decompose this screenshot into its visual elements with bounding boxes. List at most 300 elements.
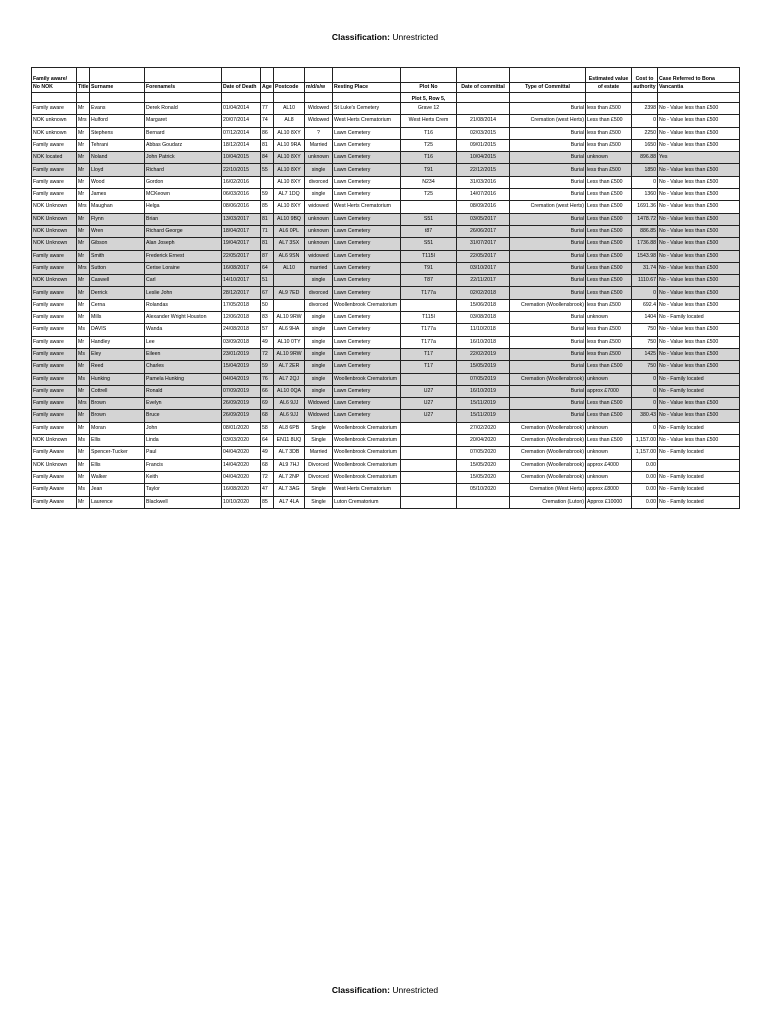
committal-date-cell: 02/02/2018	[457, 287, 510, 299]
committal-type-cell: Burial	[510, 336, 586, 348]
resting-place-cell: Lawn Cemetery	[333, 336, 401, 348]
estate-cell: Less than £500	[586, 275, 632, 287]
table-row	[32, 471, 740, 483]
date-of-death-cell: 13/03/2017	[222, 213, 261, 225]
title-cell: Mrs	[77, 262, 90, 274]
postcode-cell: AL10 0QA	[274, 385, 305, 397]
postcode-cell: AL10	[274, 262, 305, 274]
age-cell: 59	[261, 361, 274, 373]
postcode-cell: AL10 8XY	[274, 201, 305, 213]
surname-cell: James	[90, 189, 145, 201]
forename-cell: Rolandas	[145, 299, 222, 311]
surname-cell: Brown	[90, 410, 145, 422]
col-postcode: Postcode	[274, 83, 305, 93]
surname-cell: Tehrani	[90, 139, 145, 151]
family-cell: Family aware	[32, 336, 77, 348]
resting-place-cell: Lawn Cemetery	[333, 385, 401, 397]
marital-cell: Single	[305, 422, 333, 434]
committal-date-cell: 31/07/2017	[457, 238, 510, 250]
plot-cell: T25	[401, 189, 457, 201]
forename-cell: Ronald	[145, 385, 222, 397]
plot-cell: West Herts Crem	[401, 115, 457, 127]
age-cell: 71	[261, 225, 274, 237]
cost-cell: 2250	[632, 127, 658, 139]
family-cell: Family aware	[32, 250, 77, 262]
postcode-cell: AL6 9JJ	[274, 410, 305, 422]
classification-footer	[0, 985, 770, 995]
title-cell: Mr	[77, 361, 90, 373]
table-row	[32, 262, 740, 274]
family-cell: Family aware	[32, 299, 77, 311]
date-of-death-cell: 18/04/2017	[222, 225, 261, 237]
marital-cell: Single	[305, 496, 333, 508]
estate-cell: Less than £500	[586, 262, 632, 274]
marital-cell: Married	[305, 447, 333, 459]
committal-date-cell: 22/02/2019	[457, 348, 510, 360]
plot-cell: T177a	[401, 324, 457, 336]
cost-cell: 886.85	[632, 225, 658, 237]
committal-type-cell: Cremation (Woollensbrook)	[510, 373, 586, 385]
surname-cell: Lloyd	[90, 164, 145, 176]
referred-cell: No - Family located	[658, 422, 740, 434]
postcode-cell: AL10 9RW	[274, 312, 305, 324]
cost-cell: 0	[632, 176, 658, 188]
resting-place-cell: Lawn Cemetery	[333, 275, 401, 287]
age-cell: 72	[261, 471, 274, 483]
committal-type-cell: Burial	[510, 398, 586, 410]
plot-cell: T17	[401, 361, 457, 373]
col-referred-2: Vancantia	[658, 83, 740, 93]
surname-cell: Smith	[90, 250, 145, 262]
surname-cell: Spencer-Tucker	[90, 447, 145, 459]
plot-cell: T115I	[401, 250, 457, 262]
table-row	[32, 422, 740, 434]
col-resting: Resting Place	[333, 83, 401, 93]
forename-cell: Alexander Wright Houston	[145, 312, 222, 324]
date-of-death-cell: 22/05/2017	[222, 250, 261, 262]
table-row	[32, 385, 740, 397]
postcode-cell: AL7 2QJ	[274, 373, 305, 385]
resting-place-cell: Lawn Cemetery	[333, 238, 401, 250]
surname-cell: Moran	[90, 422, 145, 434]
committal-date-cell	[457, 103, 510, 115]
surname-cell: Cottrell	[90, 385, 145, 397]
postcode-cell: AL8 6PB	[274, 422, 305, 434]
forename-cell: MCKeown	[145, 189, 222, 201]
resting-place-cell: Lawn Cemetery	[333, 361, 401, 373]
title-cell: Mr	[77, 410, 90, 422]
title-cell: Mr	[77, 312, 90, 324]
marital-cell: Single	[305, 435, 333, 447]
forename-cell: Helga	[145, 201, 222, 213]
resting-place-cell: Woollenbrook Crematorium	[333, 373, 401, 385]
age-cell: 72	[261, 348, 274, 360]
committal-type-cell: Cremation (Woollensbrook)	[510, 447, 586, 459]
date-of-death-cell: 10/10/2020	[222, 496, 261, 508]
age-cell: 67	[261, 287, 274, 299]
table-row	[32, 176, 740, 188]
marital-cell: divorced	[305, 299, 333, 311]
estate-cell: less than £500	[586, 127, 632, 139]
family-cell: NOK unknown	[32, 115, 77, 127]
surname-cell: Caswell	[90, 275, 145, 287]
plot-overflow-note: Plot 5, Row 5,	[401, 93, 457, 103]
forename-cell: Taylor	[145, 484, 222, 496]
forename-cell: Richard George	[145, 225, 222, 237]
cost-cell: 1110.67	[632, 275, 658, 287]
resting-place-cell: Lawn Cemetery	[333, 410, 401, 422]
cost-cell: 0	[632, 398, 658, 410]
surname-cell: Flynn	[90, 213, 145, 225]
plot-cell: U27	[401, 410, 457, 422]
date-of-death-cell: 12/06/2018	[222, 312, 261, 324]
committal-type-cell: Burial	[510, 361, 586, 373]
committal-date-cell: 22/05/2017	[457, 250, 510, 262]
forename-cell: Keith	[145, 471, 222, 483]
title-cell: Mr	[77, 225, 90, 237]
marital-cell: single	[305, 275, 333, 287]
classification-label: Classification:	[331, 32, 390, 42]
postcode-cell: AL7 2ER	[274, 361, 305, 373]
committal-type-cell: Cremation (west Herts)	[510, 115, 586, 127]
family-cell: Family aware	[32, 262, 77, 274]
table-row	[32, 496, 740, 508]
plot-cell: T177a	[401, 336, 457, 348]
family-cell: Family aware	[32, 361, 77, 373]
title-cell: Mr	[77, 422, 90, 434]
marital-cell: divorced	[305, 176, 333, 188]
header-row	[32, 68, 740, 83]
committal-type-cell: Burial	[510, 348, 586, 360]
forename-cell: Linda	[145, 435, 222, 447]
table-row	[32, 152, 740, 164]
title-cell: Mrs	[77, 398, 90, 410]
age-cell: 85	[261, 201, 274, 213]
family-cell: Family aware	[32, 324, 77, 336]
cost-cell: 896.88	[632, 152, 658, 164]
plot-cell	[401, 471, 457, 483]
surname-cell: Jean	[90, 484, 145, 496]
estate-cell: approx £4000	[586, 459, 632, 471]
age-cell: 74	[261, 115, 274, 127]
estate-cell: Less than £500	[586, 213, 632, 225]
date-of-death-cell: 15/04/2019	[222, 361, 261, 373]
classification-value: Unrestricted	[392, 32, 439, 42]
postcode-cell: AL7 3AG	[274, 484, 305, 496]
surname-cell: Maughan	[90, 201, 145, 213]
surname-cell: Evans	[90, 103, 145, 115]
referred-cell: No - Value less than £500	[658, 250, 740, 262]
resting-place-cell: West Herts Crematorium	[333, 484, 401, 496]
committal-type-cell: Cremation (west Herts)	[510, 201, 586, 213]
postcode-cell: AL7 2NP	[274, 471, 305, 483]
date-of-death-cell: 04/04/2020	[222, 471, 261, 483]
forename-cell: Alan Joseph	[145, 238, 222, 250]
table-body	[32, 103, 740, 509]
estate-cell: less than £500	[586, 324, 632, 336]
cost-cell: 1691.36	[632, 201, 658, 213]
surname-cell: Mills	[90, 312, 145, 324]
plot-cell: t87	[401, 225, 457, 237]
date-of-death-cell: 14/04/2020	[222, 459, 261, 471]
committal-date-cell: 08/09/2016	[457, 201, 510, 213]
postcode-cell	[274, 275, 305, 287]
resting-place-cell: Lawn Cemetery	[333, 176, 401, 188]
header-row-3	[32, 93, 740, 103]
committal-date-cell: 10/04/2015	[457, 152, 510, 164]
committal-date-cell: 03/05/2017	[457, 213, 510, 225]
family-cell: Family aware	[32, 176, 77, 188]
col-cost: Cost to	[632, 68, 658, 83]
resting-place-cell: Lawn Cemetery	[333, 189, 401, 201]
referred-cell: No - Value less than £500	[658, 127, 740, 139]
estate-cell: Less than £500	[586, 225, 632, 237]
referred-cell: No - Family located	[658, 484, 740, 496]
date-of-death-cell: 16/08/2017	[222, 262, 261, 274]
marital-cell: Married	[305, 139, 333, 151]
col-title: Title	[77, 83, 90, 93]
cost-cell: 1736.88	[632, 238, 658, 250]
committal-type-cell: Cremation (Woollensbrook)	[510, 471, 586, 483]
plot-cell	[401, 201, 457, 213]
marital-cell: single	[305, 189, 333, 201]
postcode-cell: AL8	[274, 115, 305, 127]
col-cost-2: authority	[632, 83, 658, 93]
table-row	[32, 250, 740, 262]
date-of-death-cell: 01/04/2014	[222, 103, 261, 115]
resting-place-cell: Lawn Cemetery	[333, 348, 401, 360]
postcode-cell: AL10	[274, 103, 305, 115]
committal-date-cell	[457, 496, 510, 508]
postcode-cell: AL10 8XY	[274, 127, 305, 139]
estate-cell: approx £7000	[586, 385, 632, 397]
family-cell: Family aware	[32, 398, 77, 410]
marital-cell: married	[305, 262, 333, 274]
forename-cell: Francis	[145, 459, 222, 471]
col-committal-date: Date of committal	[457, 83, 510, 93]
referred-cell: No - Family located	[658, 447, 740, 459]
table-row	[32, 115, 740, 127]
forename-cell: Carl	[145, 275, 222, 287]
surname-cell: Cerna	[90, 299, 145, 311]
forename-cell: Blackwell	[145, 496, 222, 508]
age-cell	[261, 176, 274, 188]
referred-cell: No - Value less than £500	[658, 238, 740, 250]
estate-cell: less than £500	[586, 299, 632, 311]
age-cell: 81	[261, 238, 274, 250]
title-cell: Mr	[77, 127, 90, 139]
postcode-cell: AL6 9SN	[274, 250, 305, 262]
title-cell: Ms	[77, 324, 90, 336]
committal-type-cell: Burial	[510, 385, 586, 397]
col-age: Age	[261, 83, 274, 93]
family-cell: NOK Unknown	[32, 238, 77, 250]
table-row	[32, 275, 740, 287]
committal-type-cell: Cremation (Woollensbrook)	[510, 299, 586, 311]
estate-cell: Less than £500	[586, 115, 632, 127]
referred-cell: No - Value less than £500	[658, 176, 740, 188]
postcode-cell: AL7 3SX	[274, 238, 305, 250]
referred-cell: No - Value less than £500	[658, 213, 740, 225]
table-row	[32, 139, 740, 151]
age-cell: 49	[261, 447, 274, 459]
age-cell: 84	[261, 152, 274, 164]
date-of-death-cell: 10/04/2015	[222, 152, 261, 164]
cost-cell: 31.74	[632, 262, 658, 274]
forename-cell: Pamela Hunking	[145, 373, 222, 385]
plot-cell: T16	[401, 127, 457, 139]
estate-cell: less than £500	[586, 103, 632, 115]
marital-cell: single	[305, 312, 333, 324]
marital-cell: Widowed	[305, 115, 333, 127]
estate-cell: Less than £500	[586, 361, 632, 373]
resting-place-cell: Woollenbrook Crematorium	[333, 459, 401, 471]
forename-cell: Bruce	[145, 410, 222, 422]
marital-cell: Divorced	[305, 471, 333, 483]
title-cell: Mr	[77, 275, 90, 287]
committal-date-cell: 03/10/2017	[457, 262, 510, 274]
table-row	[32, 348, 740, 360]
cost-cell: 1,157.00	[632, 435, 658, 447]
family-cell: Family aware	[32, 164, 77, 176]
committal-type-cell: Burial	[510, 127, 586, 139]
referred-cell: No - Family located	[658, 373, 740, 385]
resting-place-cell: Lawn Cemetery	[333, 127, 401, 139]
date-of-death-cell: 16/02/2016	[222, 176, 261, 188]
classification-header	[0, 32, 770, 42]
title-cell: Mr	[77, 496, 90, 508]
referred-cell: No - Value less than £500	[658, 287, 740, 299]
cost-cell: 380.43	[632, 410, 658, 422]
surname-cell: Handley	[90, 336, 145, 348]
age-cell: 49	[261, 336, 274, 348]
title-cell: Mrs	[77, 115, 90, 127]
estate-cell: Less than £500	[586, 176, 632, 188]
forename-cell: Eileen	[145, 348, 222, 360]
family-cell: NOK Unknown	[32, 225, 77, 237]
table-row	[32, 361, 740, 373]
surname-cell: Derrick	[90, 287, 145, 299]
committal-date-cell: 07/05/2020	[457, 447, 510, 459]
surname-cell: Laurence	[90, 496, 145, 508]
col-family: Family aware/	[32, 68, 77, 83]
forename-cell: Gordon	[145, 176, 222, 188]
postcode-cell: AL10 8XY	[274, 152, 305, 164]
estate-cell: Less than £500	[586, 287, 632, 299]
committal-date-cell: 15/06/2018	[457, 299, 510, 311]
cost-cell: 2398	[632, 103, 658, 115]
table-row	[32, 103, 740, 115]
committal-date-cell: 16/10/2019	[457, 385, 510, 397]
postcode-cell: AL9 7HJ	[274, 459, 305, 471]
plot-cell: T91	[401, 262, 457, 274]
referred-cell: No - Value less than £500	[658, 262, 740, 274]
marital-cell: unknown	[305, 213, 333, 225]
age-cell: 57	[261, 324, 274, 336]
committal-date-cell: 05/10/2020	[457, 484, 510, 496]
public-health-funerals-table	[31, 67, 740, 509]
surname-cell: DAVIS	[90, 324, 145, 336]
family-cell: Family Aware	[32, 471, 77, 483]
surname-cell: Gibson	[90, 238, 145, 250]
forename-cell: Wanda	[145, 324, 222, 336]
resting-place-cell: West Herts Crematorium	[333, 115, 401, 127]
committal-type-cell: Cremation (Woollensbrook)	[510, 459, 586, 471]
title-cell: Mr	[77, 103, 90, 115]
col-dod: Date of Death	[222, 83, 261, 93]
family-cell: NOK unknown	[32, 127, 77, 139]
date-of-death-cell: 17/05/2018	[222, 299, 261, 311]
referred-cell: No - Value less than £500	[658, 115, 740, 127]
family-cell: Family aware	[32, 422, 77, 434]
forename-cell: John	[145, 422, 222, 434]
table-row	[32, 127, 740, 139]
plot-cell	[401, 422, 457, 434]
plot-cell: T16	[401, 152, 457, 164]
cost-cell: 0	[632, 373, 658, 385]
forename-cell: John Patrick	[145, 152, 222, 164]
plot-cell: Grave 12	[401, 103, 457, 115]
estate-cell: less than £500	[586, 139, 632, 151]
age-cell: 66	[261, 385, 274, 397]
title-cell: Mr	[77, 176, 90, 188]
committal-type-cell: Burial	[510, 250, 586, 262]
title-cell: Mr	[77, 471, 90, 483]
marital-cell: unknown	[305, 238, 333, 250]
age-cell: 83	[261, 312, 274, 324]
table-row	[32, 299, 740, 311]
plot-cell: N234	[401, 176, 457, 188]
committal-type-cell: Cremation (West Herts)	[510, 484, 586, 496]
referred-cell: No - Value less than £500	[658, 275, 740, 287]
forename-cell: Lee	[145, 336, 222, 348]
col-plot: Plot No	[401, 83, 457, 93]
title-cell: Mr	[77, 385, 90, 397]
cost-cell: 0.00	[632, 459, 658, 471]
referred-cell: No - Value less than £500	[658, 361, 740, 373]
date-of-death-cell: 16/08/2020	[222, 484, 261, 496]
plot-cell	[401, 373, 457, 385]
cost-cell: 1404	[632, 312, 658, 324]
table-row	[32, 189, 740, 201]
age-cell: 81	[261, 139, 274, 151]
committal-date-cell: 09/01/2015	[457, 139, 510, 151]
estate-cell: Less than £500	[586, 250, 632, 262]
marital-cell: Widowed	[305, 103, 333, 115]
referred-cell: No - Family located	[658, 312, 740, 324]
family-cell: Family Aware	[32, 447, 77, 459]
plot-cell	[401, 459, 457, 471]
marital-cell: single	[305, 336, 333, 348]
resting-place-cell: Lawn Cemetery	[333, 312, 401, 324]
resting-place-cell: Lawn Cemetery	[333, 152, 401, 164]
plot-cell: S51	[401, 213, 457, 225]
surname-cell: Ellis	[90, 459, 145, 471]
estate-cell: less than £500	[586, 336, 632, 348]
date-of-death-cell: 26/09/2019	[222, 398, 261, 410]
title-cell: Mr	[77, 164, 90, 176]
postcode-cell: AL10 0TY	[274, 336, 305, 348]
marital-cell: widowed	[305, 250, 333, 262]
resting-place-cell: Lawn Cemetery	[333, 262, 401, 274]
plot-cell: U27	[401, 385, 457, 397]
postcode-cell: AL10 8XY	[274, 176, 305, 188]
committal-date-cell: 07/05/2019	[457, 373, 510, 385]
surname-cell: Hulford	[90, 115, 145, 127]
table-row	[32, 398, 740, 410]
forename-cell: Margaret	[145, 115, 222, 127]
referred-cell: No - Value less than £500	[658, 201, 740, 213]
